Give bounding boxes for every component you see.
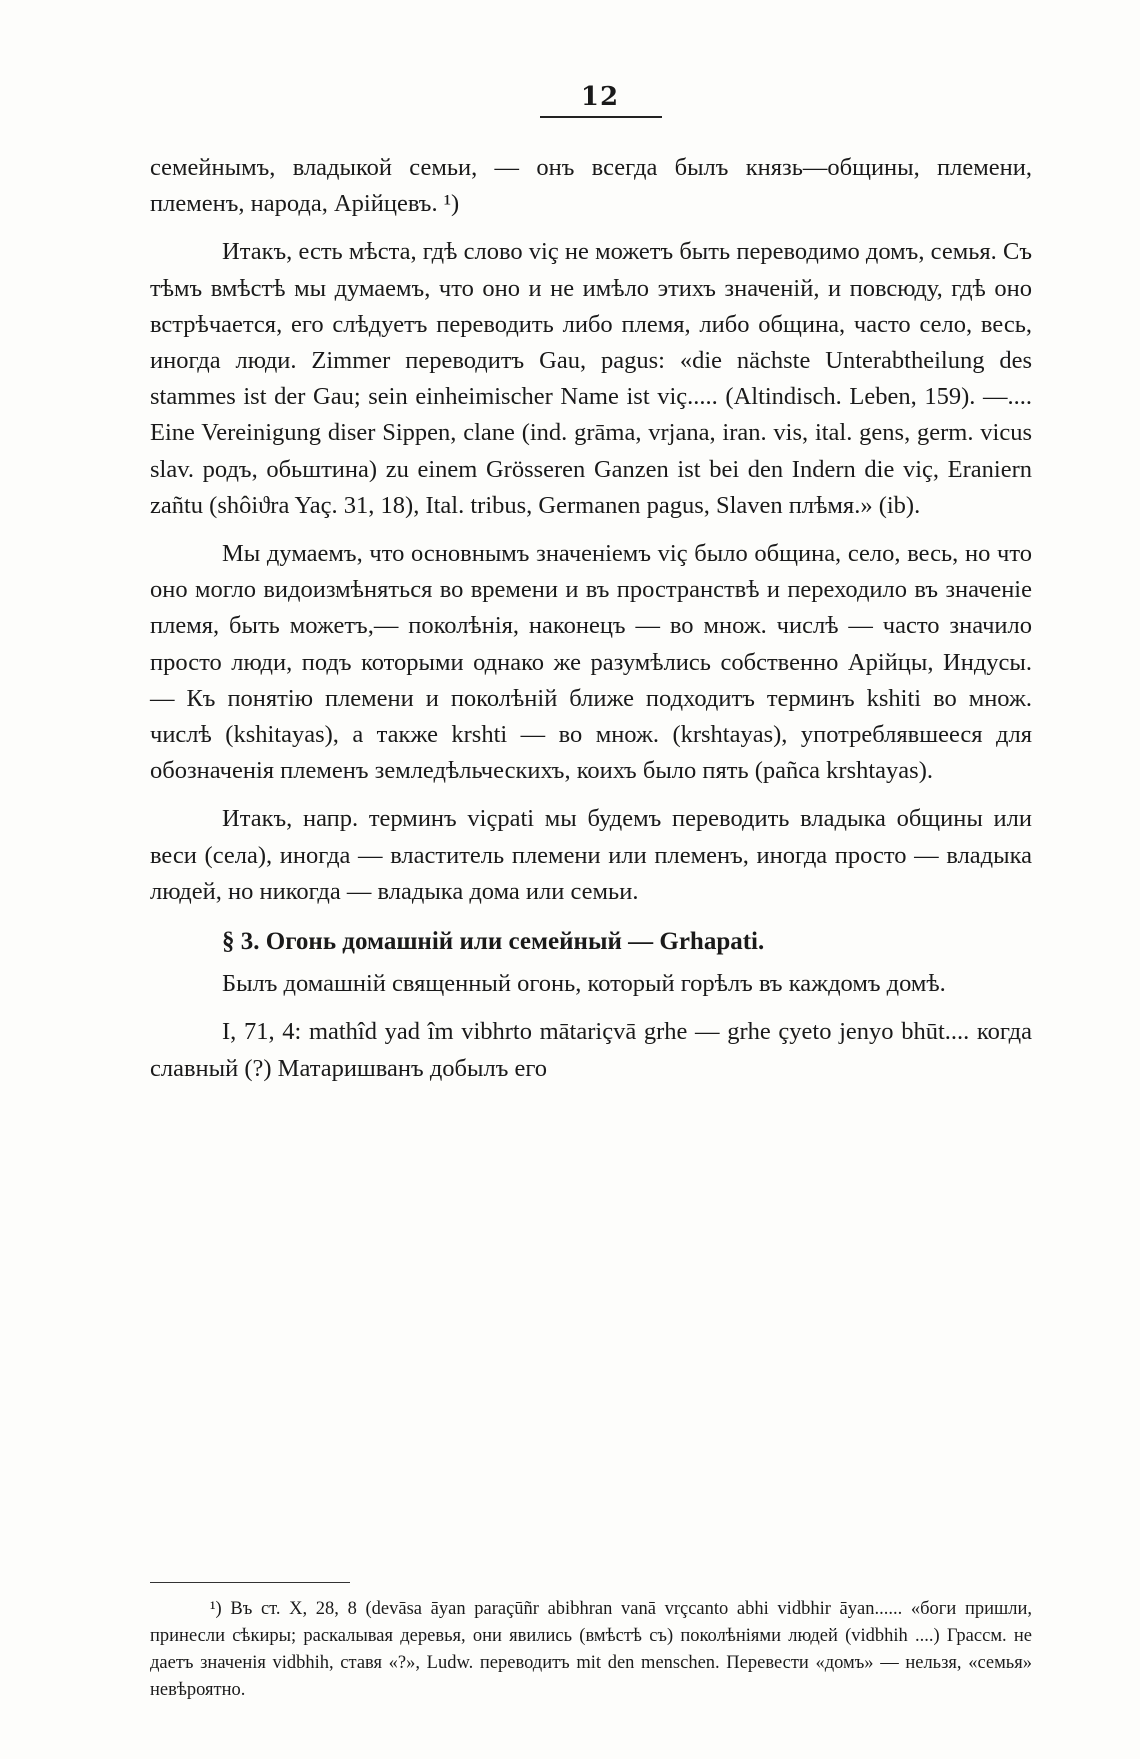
paragraph: Былъ домашній священный огонь, который горѣлъ въ каждомъ домѣ. — [222, 970, 946, 998]
paragraph: семейнымъ, владыкой семьи, — онъ всегда былъ князь—общины, племени, племенъ, народа, Арійцевъ. ¹) — [150, 154, 1032, 218]
section-heading: § 3. Огонь домашній или семейный — Grhapati. — [222, 928, 765, 956]
page-number: 12 — [580, 82, 620, 112]
main-text — [150, 150, 1032, 1099]
paragraph: Итакъ, напр. терминъ viçpati мы будемъ переводить владыка общины или веси (села), иногда — властитель племени или племенъ, иногда просто — владыка людей, но никогда — владыка дома или семьи. — [150, 805, 1032, 905]
paragraph: Итакъ, есть мѣста, гдѣ слово viç не можетъ быть переводимо домъ, семья. Съ тѣмъ вмѣстѣ мы думаемъ, что оно и не имѣло этихъ значеній, и повсюду, гдѣ оно встрѣчается, его слѣдуетъ переводить либо племя, либо община, часто село, весь, иногда люди. Zimmer переводитъ Gau, pagus: «die nächste Unterabtheilung des stammes ist der Gau; sein einheimischer Name ist viç..... (Altindisch. Leben, 159). —.... Eine Vereinigung diser Sippen, clane (ind. grāma, vrjana, iran. vis, ital. gens, germ. vicus slav. родъ, обьштина) zu einem Grösseren Ganzen ist bei den Indern die viç, Eraniern zañtu (shôiϑra Yaç. 31, 18), Ital. tribus, Germanen pagus, Slaven плѣмя.» (ib). — [150, 238, 1032, 519]
paragraph: Мы думаемъ, что основнымъ значеніемъ viç было община, село, весь, но что оно могло видоизмѣняться во времени и въ пространствѣ и переходило въ значеніе племя, быть можетъ,— поколѣнія, наконецъ — во множ. числѣ — часто значило просто люди, подъ которыми однако же разумѣлись собственно Арійцы, Индусы. — Къ понятію племени и поколѣній ближе подходитъ терминъ kshiti во множ. числѣ (kshitayas), а также krshti — во множ. (krshtayas), употреблявшееся для обозначенія племенъ земледѣльческихъ, коихъ было пять (pañca krshtayas). — [150, 540, 1032, 785]
paragraph: I, 71, 4: mathîd yad îm vibhrto mātariçvā grhe — grhe çyeto jenyo bhūt.... когда славный (?) Матаришванъ добылъ его — [150, 1018, 1032, 1082]
page-number-rule — [540, 116, 662, 118]
footnote-rule — [150, 1582, 350, 1583]
footnote: ¹) Въ ст. X, 28, 8 (devāsa āyan paraçūñr abibhran vanā vrçcanto abhi vidbhir āyan...... «боги пришли, принесли сѣкиры; раскалывая деревья, они явились (вмѣстѣ съ) поколѣніями людей (vidbhih ....) Грассм. не даетъ значенія vidbhih, ставя «?», Ludw. переводитъ mit den menschen. Перевести «домъ» — нельзя, «семья» невѣроятно. — [150, 1599, 1032, 1700]
footnotes — [150, 1596, 1032, 1704]
